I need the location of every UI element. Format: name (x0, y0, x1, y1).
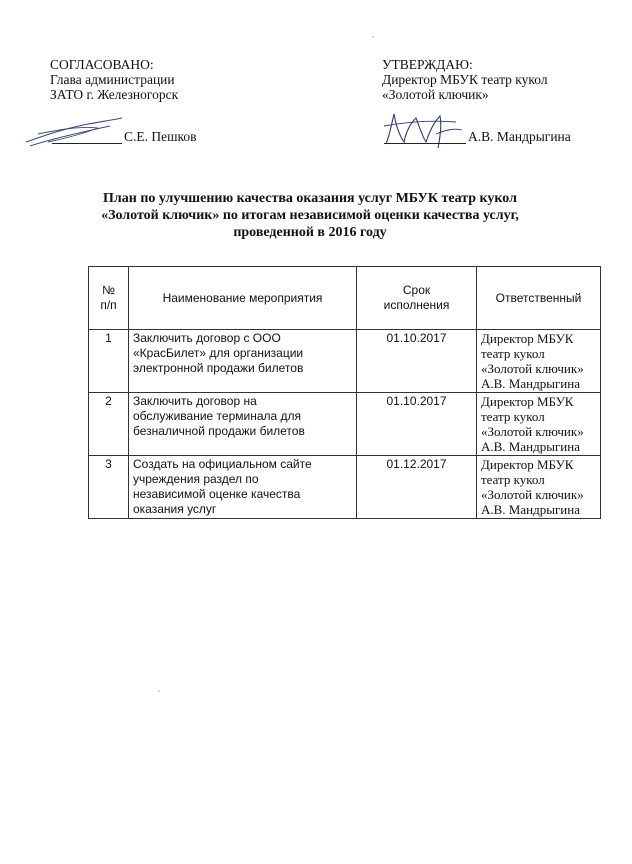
header-number-label: п/п (100, 298, 117, 312)
header-number-symbol: № (102, 283, 115, 297)
header-deadline-line1: Срок (402, 283, 431, 297)
row-responsible (477, 393, 601, 456)
responsible-line: А.В. Мандрыгина (481, 502, 580, 517)
scan-speck (158, 690, 160, 692)
table-row (89, 393, 601, 456)
row-deadline: 01.10.2017 (357, 330, 477, 393)
activity-line: Заключить договор на (133, 394, 257, 408)
title-line: проведенной в 2016 году (233, 225, 387, 240)
row-activity (129, 330, 357, 393)
activity-line: независимой оценке качества (133, 487, 301, 501)
signature-line-right (384, 143, 466, 144)
responsible-line: театр кукол (481, 409, 545, 424)
signature-left (18, 112, 128, 152)
responsible-line: Директор МБУК (481, 394, 574, 409)
row-number: 3 (89, 456, 129, 519)
approval-position: Директор МБУК театр кукол (382, 72, 548, 87)
responsible-line: «Золотой ключик» (481, 361, 584, 376)
activity-line: «КрасБилет» для организации (133, 346, 304, 360)
responsible-line: «Золотой ключик» (481, 487, 584, 502)
approval-block-right (382, 57, 548, 102)
plan-table (88, 266, 601, 519)
row-number: 2 (89, 393, 129, 456)
header-responsible: Ответственный (477, 267, 601, 330)
document-title (60, 190, 560, 241)
responsible-line: театр кукол (481, 346, 545, 361)
activity-line: Заключить договор с ООО (133, 331, 281, 345)
activity-line: электронной продажи билетов (133, 361, 304, 375)
responsible-line: театр кукол (481, 472, 545, 487)
approval-organization: ЗАТО г. Железногорск (50, 87, 179, 102)
row-activity (129, 456, 357, 519)
table-header-row (89, 267, 601, 330)
activity-line: безналичной продажи билетов (133, 424, 305, 438)
row-deadline: 01.10.2017 (357, 393, 477, 456)
header-deadline (357, 267, 477, 330)
row-deadline: 01.12.2017 (357, 456, 477, 519)
responsible-line: А.В. Мандрыгина (481, 376, 580, 391)
header-number (89, 267, 129, 330)
title-line: «Золотой ключик» по итогам независимой оценки качества услуг, (101, 208, 519, 223)
activity-line: обслуживание терминала для (133, 409, 302, 423)
signature-line-left (52, 143, 122, 144)
responsible-line: Директор МБУК (481, 457, 574, 472)
row-responsible (477, 456, 601, 519)
signature-right (376, 104, 468, 154)
table-row (89, 456, 601, 519)
row-responsible (477, 330, 601, 393)
signer-name-left: С.Е. Пешков (124, 129, 197, 144)
row-number: 1 (89, 330, 129, 393)
responsible-line: А.В. Мандрыгина (481, 439, 580, 454)
approval-organization: «Золотой ключик» (382, 87, 489, 102)
header-activity: Наименование мероприятия (129, 267, 357, 330)
scan-speck (372, 36, 374, 38)
table-row (89, 330, 601, 393)
responsible-line: «Золотой ключик» (481, 424, 584, 439)
activity-line: оказания услуг (133, 502, 217, 516)
approval-block-left (50, 57, 178, 102)
signer-name-right: А.В. Мандрыгина (468, 129, 571, 144)
approval-heading: УТВЕРЖДАЮ: (382, 57, 473, 72)
header-deadline-line2: исполнения (383, 298, 450, 312)
activity-line: учреждения раздел по (133, 472, 259, 486)
title-line: План по улучшению качества оказания услуг МБУК театр кукол (103, 191, 517, 206)
row-activity (129, 393, 357, 456)
approval-heading: СОГЛАСОВАНО: (50, 57, 154, 72)
activity-line: Создать на официальном сайте (133, 457, 312, 471)
approval-position: Глава администрации (50, 72, 175, 87)
responsible-line: Директор МБУК (481, 331, 574, 346)
